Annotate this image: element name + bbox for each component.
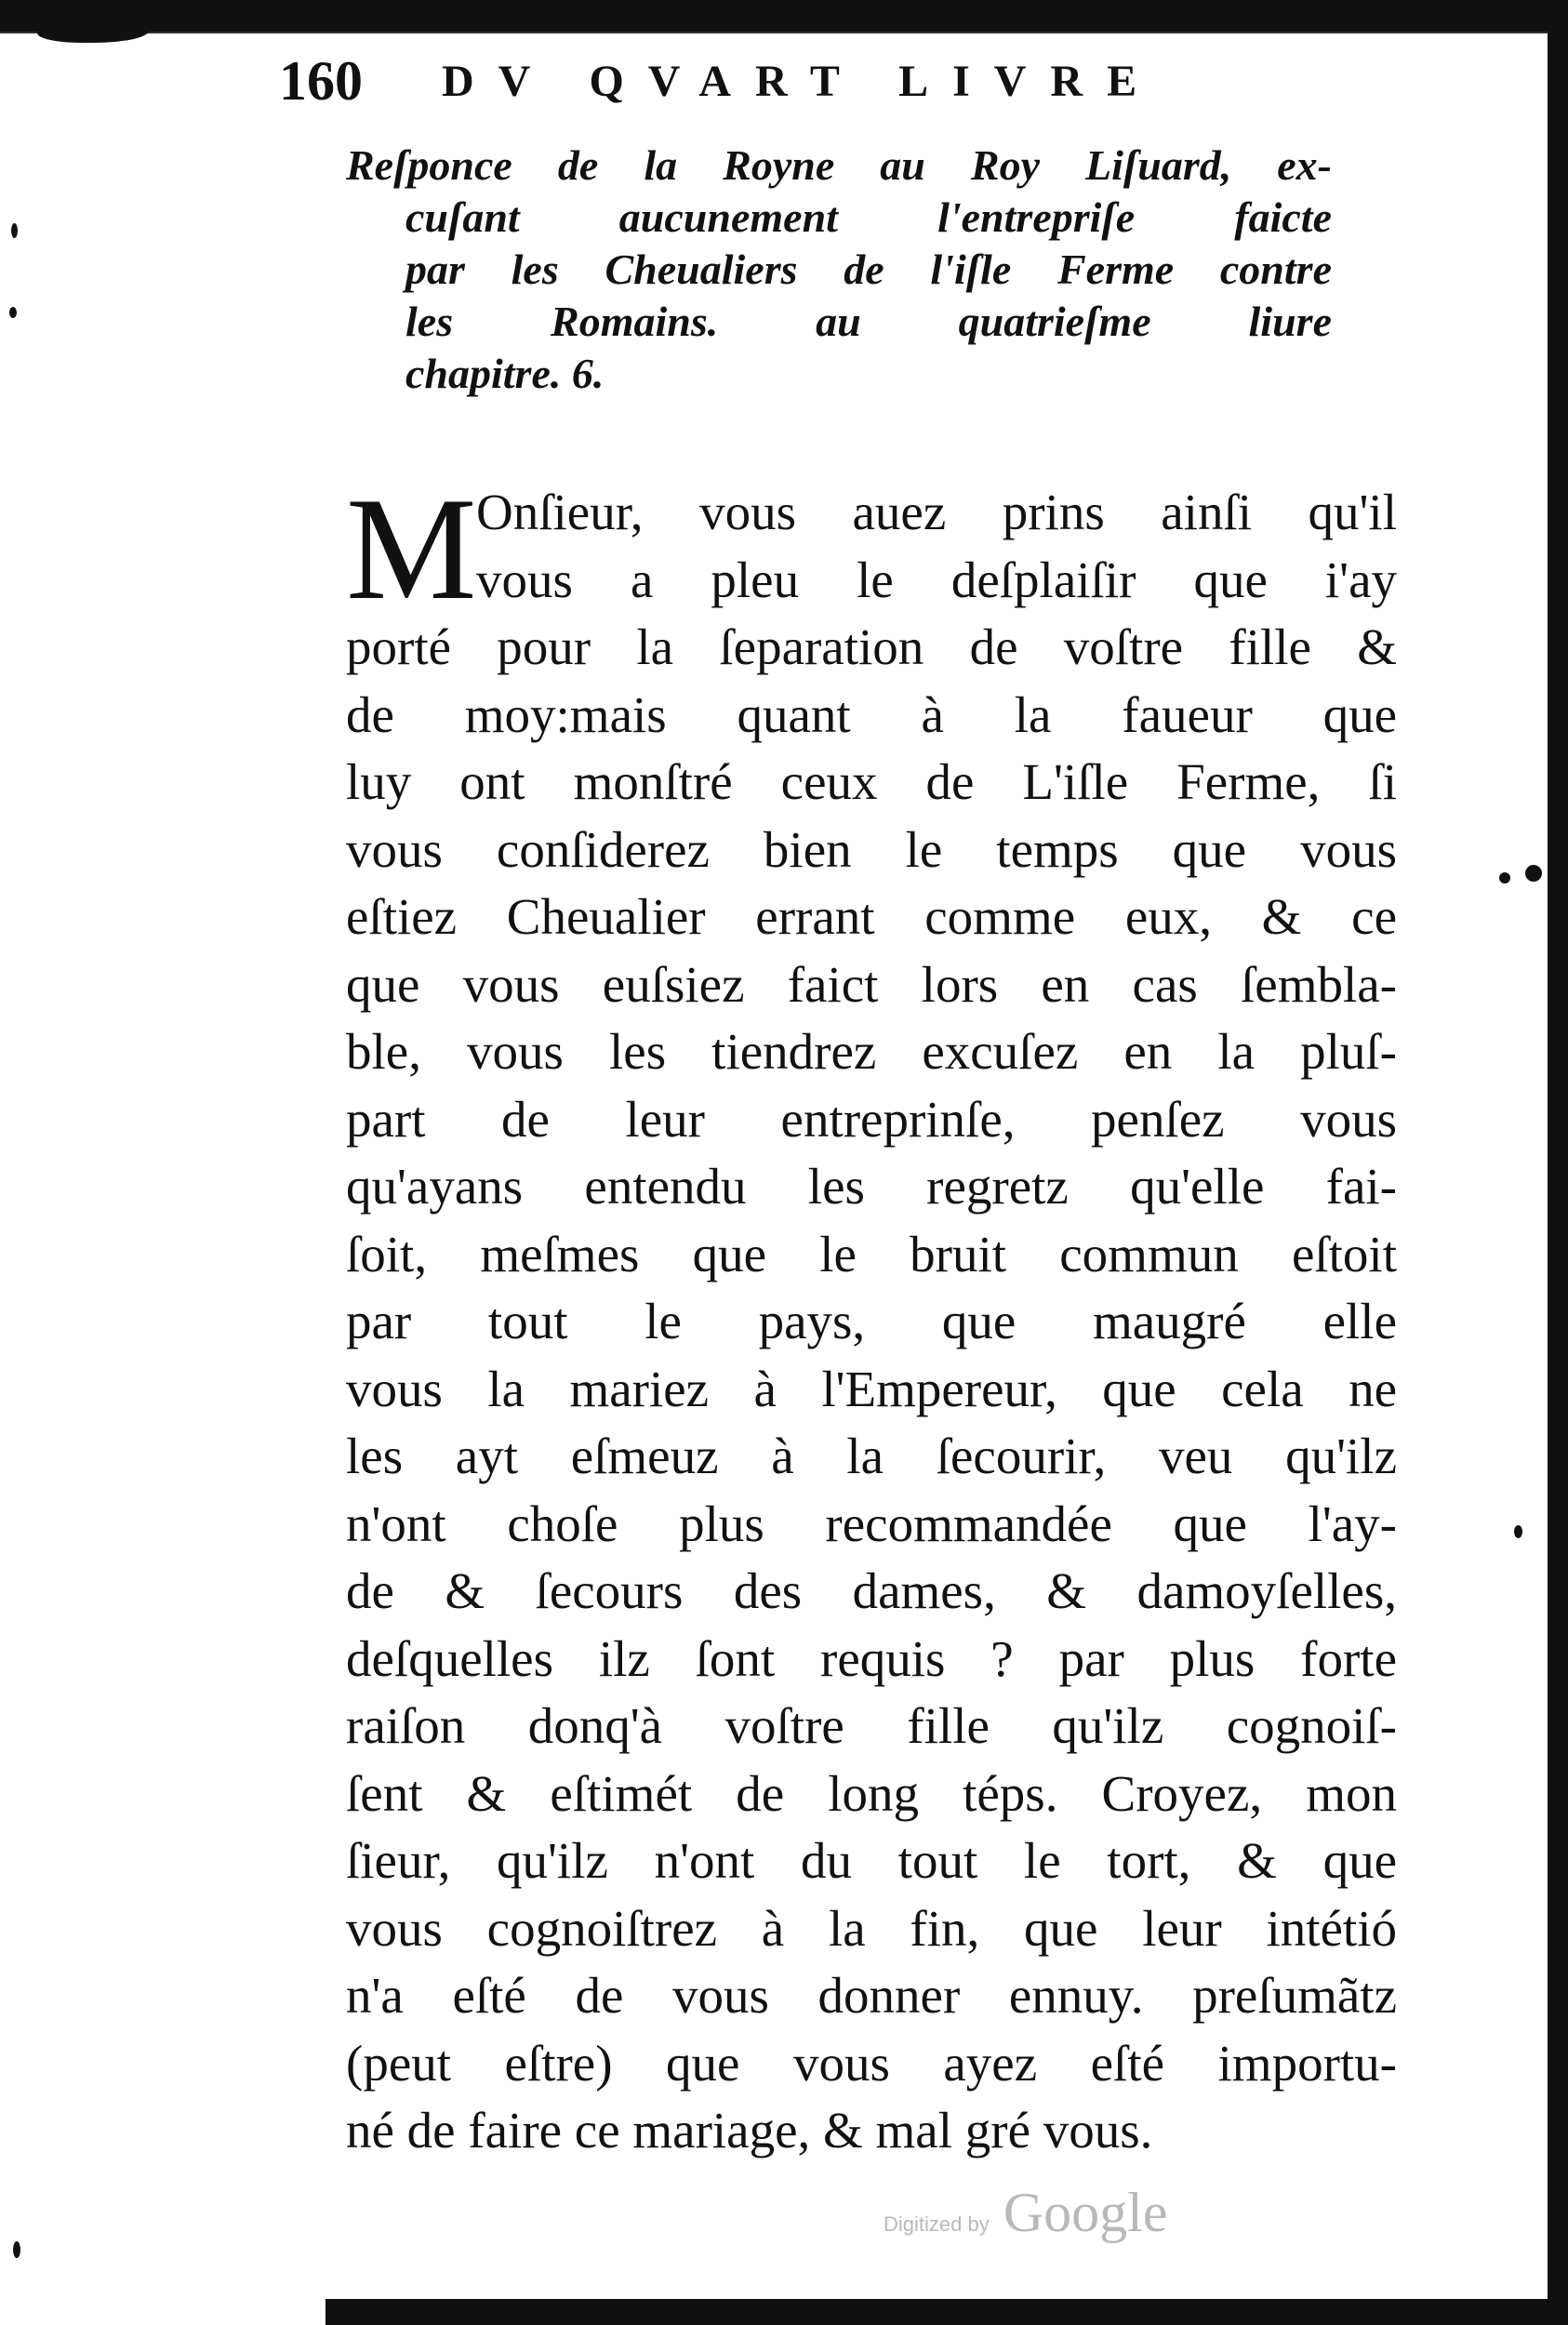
body-line: ble, vous les tiendrez excuſez en la pluſ- [346,1023,1397,1080]
scan-top-edge-notch [37,19,149,43]
scan-right-edge [1548,0,1568,2325]
body-line: qu'ayans entendu les regretz qu'elle fai- [346,1158,1397,1215]
body-line: n'a eſté de vous donner ennuy. preſumãtz [346,1967,1397,2024]
body-line: ſent & eſtimét de long téps. Croyez, mon [346,1764,1397,1822]
body-line: ſoit, meſmes que le bruit commun eſtoit [346,1225,1397,1282]
body-line: n'ont choſe plus recommandée que l'ay- [346,1495,1397,1552]
ink-speck [1499,872,1510,884]
scan-bottom-edge [326,2299,1568,2325]
running-head: DV QVART LIVRE [442,57,1162,106]
heading-line: chapitre. 6. [405,350,605,397]
body-line: vous la mariez à l'Empereur, que cela ne [346,1360,1397,1417]
body-line: vous a pleu le deſplaiſir que i'ay [476,551,1397,608]
body-line: raiſon donq'à voſtre fille qu'ilz cognoiſ- [346,1697,1397,1754]
watermark-brand: Google [1003,2182,1168,2243]
body-line: Onſieur, vous auez prins ainſi qu'il [476,484,1397,540]
heading-line: par les Cheualiers de l'iſle Ferme contre [405,246,1332,293]
body-line: deſquelles ilz ſont requis ? par plus forte [346,1629,1397,1687]
page-number: 160 [279,50,363,112]
body-line: vous conſiderez bien le temps que vous [346,820,1397,878]
body-line: par tout le pays, que maugré elle [346,1293,1397,1349]
watermark-prefix: Digitized by [884,2212,990,2236]
ink-speck [11,223,18,238]
body-line: de & ſecours des dames, & damoyſelles, [346,1562,1397,1619]
chapter-heading [346,140,1332,400]
drop-cap-block [346,468,1397,631]
body-line: porté pour la ſeparation de voſtre fille & [346,618,1397,675]
body-line: luy ont monſtré ceux de L'iſle Ferme, ſi [346,753,1397,810]
drop-cap: M [346,468,477,631]
body-line: de moy:mais quant à la faueur que [346,685,1397,743]
body-line: eſtiez Cheualier errant comme eux, & ce [346,888,1397,945]
heading-line: cuſant aucunement l'entrepriſe faicte [405,193,1332,241]
body-line: que vous euſsiez faict lors en cas ſembla- [346,955,1397,1013]
heading-line: les Romains. au quatrieſme liure [405,298,1332,345]
scan-top-edge [0,0,1568,33]
body-line: ſieur, qu'ilz n'ont du tout le tort, & que [346,1832,1397,1889]
ink-speck [1525,865,1542,882]
body-line: né de faire ce mariage, & mal gré vous. [346,2102,1153,2159]
body-line: vous cognoiſtrez à la fin, que leur intétió [346,1899,1397,1957]
page-header [279,48,1256,113]
body-line: les ayt eſmeuz à la ſecourir, veu qu'ilz [346,1428,1397,1484]
body-line: part de leur entreprinſe, penſez vous [346,1090,1397,1148]
heading-line: Reſponce de la Royne au Roy Liſuard, ex- [346,141,1332,189]
body-text [346,468,1397,2165]
body-line: (peut eſtre) que vous ayez eſté importu- [346,2034,1397,2092]
digitized-watermark [884,2181,1167,2245]
ink-speck [9,307,17,318]
ink-speck [13,2241,20,2258]
ink-speck [1514,1525,1522,1538]
